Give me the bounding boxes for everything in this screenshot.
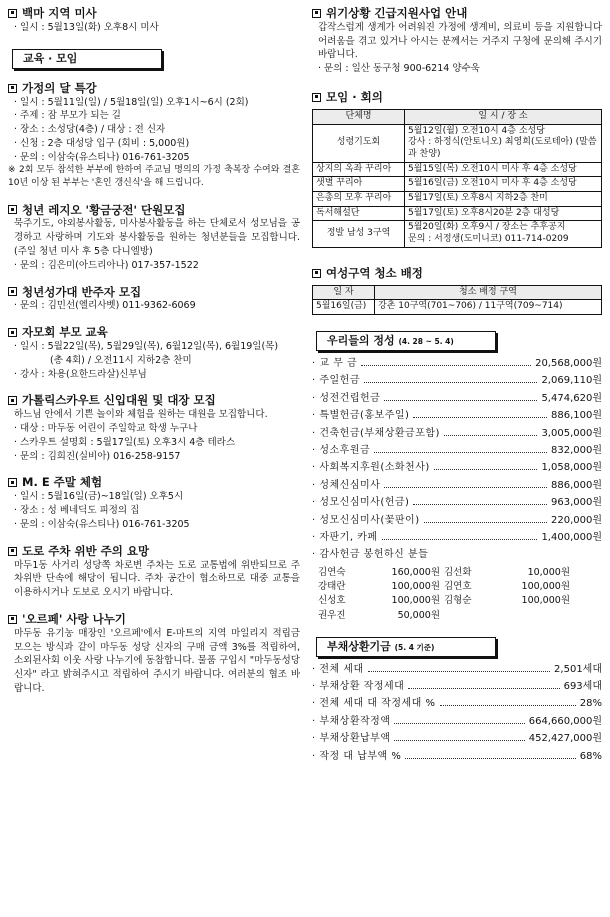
offering-list [312, 357, 602, 566]
donor-amount: 100,000원 [391, 581, 440, 592]
offering-amount: 1,058,000원 [541, 462, 602, 474]
offering-row [312, 409, 602, 426]
section-emergency [312, 6, 602, 21]
section-me-weekend [8, 475, 300, 490]
debt-value: 68% [579, 750, 602, 762]
square-bullet-icon [8, 205, 17, 214]
leader-dots [413, 497, 547, 505]
section-youth-choir [8, 285, 300, 300]
group-name: 은총의 모후 꾸리아 [313, 192, 405, 207]
section-title: 가톨릭스카우트 신입대원 및 대장 모집 [22, 393, 216, 408]
info-line: · 문의 : 일산 동구청 900-6214 양수욱 [318, 63, 480, 75]
offering-label: · 자판기, 카페 [312, 531, 378, 543]
section-title: 청년 레지오 '황금궁전' 단원모집 [22, 202, 186, 217]
section-youth-legio [8, 203, 300, 218]
note-text: ※ 2회 모두 참석한 부부에 한하여 주교님 명의의 가정 축복장 수여와 결혼 10년 이상 된 부부는 '혼인 갱신식'을 해 드립니다. [8, 165, 300, 189]
info-line: · 문의 : 김은미(아드리아나) 017-357-1522 [14, 259, 199, 271]
table-header: 단체명 [313, 109, 405, 124]
square-bullet-icon [8, 615, 17, 624]
debt-label: · 전체 세대 대 작정세대 % [312, 698, 436, 710]
schedule-detail: 5월15일(목) 오전10시 미사 후 4층 소성당 [405, 162, 602, 177]
paragraph: 마두동 유기농 매장인 '오르페'에서 E-마트의 지역 마일리지 적립금 모으는 방식과 같이 마두동 성당 신자의 구매 금액 3%를 적립하여, 소외된사회 이웃 사랑 나누기에 동참합니다. 물품 구입시 "마두동성당 신자" 라고 밝혀주시고 적립하여 주시기 바랍니다. 여러분의 협조 바랍니다. [14, 627, 300, 694]
info-line: · 문의 : 김희진(실비아) 016-258-9157 [14, 450, 181, 462]
section-title: M. E 주말 체험 [22, 475, 103, 490]
table-row [313, 124, 602, 162]
offering-row [312, 427, 602, 444]
donor-amount: 100,000원 [521, 595, 570, 607]
offering-amount: 1,400,000원 [541, 531, 602, 543]
schedule-detail: 5월17일(토) 오후8시20분 2층 대성당 [405, 206, 602, 221]
info-line: · 문의 : 이삼숙(유스티나) 016-761-3205 [14, 518, 190, 530]
leader-dots [424, 515, 547, 523]
thanks-text: · 감사헌금 봉헌하신 분들 [312, 549, 429, 561]
table-header: 일 자 [313, 285, 375, 300]
square-bullet-icon [8, 396, 17, 405]
section-scout [8, 393, 300, 408]
offering-amount: 20,568,000원 [535, 358, 602, 370]
group-name: 상지의 옥좌 꾸리아 [313, 162, 405, 177]
debt-label: · 부채상환납부액 [312, 733, 391, 745]
table-row [313, 206, 602, 221]
debt-value: 28% [579, 698, 602, 710]
donor-amount: 100,000원 [391, 595, 440, 607]
offering-label: · 성소후원금 [312, 445, 371, 457]
donor-amount: 100,000원 [521, 581, 570, 592]
debt-row [312, 697, 602, 714]
schedule-detail: 5월20일(화) 오후9시 / 장소는 추후공지 문의 : 서정생(도미니코) 011-714-0209 [405, 221, 602, 247]
section-title: 여성구역 청소 배정 [326, 265, 423, 280]
offering-amount: 2,069,110원 [541, 375, 602, 387]
offering-label: · 성모신심미사(꽃판이) [312, 514, 420, 526]
section-mass [8, 6, 300, 21]
offering-amount: 963,000원 [550, 497, 602, 509]
leader-dots [444, 428, 538, 436]
section-title: 가정의 달 특강 [22, 80, 97, 95]
leader-dots [364, 375, 537, 383]
offering-label: · 교 무 금 [312, 358, 358, 370]
offering-amount: 3,005,000원 [541, 427, 602, 439]
offering-row [312, 444, 602, 461]
leader-dots [374, 445, 547, 453]
paragraph: 하느님 안에서 기쁜 놀이와 체험을 원하는 대원을 모집합니다. [14, 409, 268, 421]
offering-row [312, 496, 602, 513]
section-title: 모임 · 회의 [326, 90, 383, 104]
leader-dots [384, 393, 537, 401]
info-line: · 신청 : 2층 대성당 입구 (회비 : 5,000원) [14, 137, 190, 149]
donor-name: 김선화 [444, 566, 472, 578]
schedule-detail: 5월16일(금) 오전10시 미사 후 4층 소성당 [405, 177, 602, 192]
debt-value: 693세대 [563, 681, 602, 693]
section-title: 자모회 부모 교육 [22, 325, 108, 340]
info-line: · 일시 : 5월22일(목), 5월29일(목), 6월12일(목), 6월19일(목) [14, 341, 279, 353]
offering-title: 우리들의 정성 [327, 334, 395, 348]
leader-dots [394, 733, 524, 741]
info-line: · 일시 : 5월11일(일) / 5월18일(일) 오후1시~6시 (2회) [14, 96, 249, 108]
info-line: · 장소 : 성 베네딕도 피정의 집 [14, 505, 140, 517]
debt-row [312, 663, 602, 680]
donor-list [312, 566, 602, 623]
donor-name: 김형순 [444, 595, 472, 607]
offering-row [312, 374, 602, 391]
offering-amount: 886,100원 [550, 410, 602, 422]
offering-label: · 건축헌금(부채상환금포함) [312, 427, 440, 439]
debt-label: · 부채상환작정액 [312, 715, 391, 727]
square-bullet-icon [312, 93, 321, 102]
thanks-label [312, 548, 602, 565]
offering-row [312, 514, 602, 531]
square-bullet-icon [8, 84, 17, 93]
section-cleaning [312, 266, 602, 281]
cleaning-table [312, 285, 602, 315]
offering-label: · 성모신심미사(헌금) [312, 497, 410, 509]
offering-period: (4. 28 ~ 5. 4) [398, 337, 454, 347]
section-parking [8, 544, 300, 559]
section-title: '오르페' 사랑 나누기 [22, 611, 126, 626]
offering-amount: 5,474,620원 [541, 392, 602, 404]
offering-row [312, 357, 602, 374]
info-line: (총 4회) / 오전11시 지하2층 찬미 [50, 354, 192, 366]
paragraph: 갑작스럽게 생계가 어려워진 가정에 생계비, 의료비 등을 지원합니다 어려움을 겪고 있거나 아시는 분께서는 거주지 구청에 문의해 주시기 바랍니다. [318, 21, 602, 61]
section-title: 도로 주차 위반 주의 요망 [22, 543, 150, 558]
offering-amount: 220,000원 [550, 514, 602, 526]
group-name: 성령기도회 [313, 124, 405, 162]
square-bullet-icon [8, 287, 17, 296]
donor-amount: 160,000원 [391, 566, 440, 578]
debt-row [312, 715, 602, 732]
section-title: 청년성가대 반주자 모집 [22, 284, 142, 299]
section-family-lecture [8, 81, 300, 96]
offering-label: · 사회복지후원(소화천사) [312, 462, 430, 474]
table-header: 청소 배정 구역 [375, 285, 602, 300]
leader-dots [408, 681, 559, 689]
leader-dots [440, 698, 576, 706]
leader-dots [361, 358, 531, 366]
square-bullet-icon [8, 9, 17, 18]
cleaning-areas: 강촌 10구역(701~706) / 11구역(709~714) [375, 300, 602, 315]
info-line: · 주제 : 잠 부모가 되는 길 [14, 110, 121, 122]
offering-label: · 특별헌금(홍보주일) [312, 410, 410, 422]
donor-name: 김연호 [444, 581, 472, 592]
donor-name: 신성호 [318, 595, 346, 607]
info-line: · 장소 : 소성당(4층) / 대상 : 전 신자 [14, 124, 166, 136]
table-row [313, 221, 602, 247]
offering-row [312, 461, 602, 478]
square-bullet-icon [312, 269, 321, 278]
leader-dots [405, 751, 575, 759]
info-line: · 문의 : 이삼숙(유스티나) 016-761-3205 [14, 151, 190, 163]
section-title: 위기상황 긴급지원사업 안내 [326, 6, 468, 20]
table-row [313, 162, 602, 177]
debt-period: (5. 4 기준) [394, 642, 435, 652]
group-name: 독서해설단 [313, 206, 405, 221]
info-line: · 문의 : 김민선(엘리사벳) 011-9362-6069 [14, 300, 196, 312]
debt-row [312, 680, 602, 697]
section-meetings [312, 90, 602, 105]
offering-label: · 성체신심미사 [312, 479, 381, 491]
square-bullet-icon [312, 9, 321, 18]
info-line: · 스카우트 설명회 : 5월17일(토) 오후3시 4층 테라스 [14, 436, 236, 448]
leader-dots [382, 532, 538, 540]
section-title: 백마 지역 미사 [22, 6, 97, 20]
debt-title-box [316, 637, 496, 657]
debt-title: 부채상환기금 [327, 639, 391, 653]
section-parent-education [8, 325, 300, 340]
debt-row [312, 732, 602, 749]
leader-dots [384, 480, 547, 488]
right-column [312, 4, 602, 767]
debt-label: · 작정 대 납부액 % [312, 750, 402, 762]
debt-value: 452,427,000원 [528, 733, 602, 745]
leader-dots [368, 664, 550, 672]
square-bullet-icon [8, 547, 17, 556]
offering-amount: 832,000원 [550, 445, 602, 457]
info-line: · 일시 : 5월13일(화) 오후8시 미사 [14, 21, 159, 33]
info-line: · 강사 : 차용(요한드라살)신부님 [14, 368, 147, 380]
schedule-detail: 5월17일(토) 오후8시 지하2층 찬미 [405, 192, 602, 207]
left-column [8, 4, 300, 696]
donor-amount: 50,000원 [397, 609, 440, 621]
debt-value: 664,660,000원 [528, 715, 602, 727]
schedule-detail: 5월12일(월) 오전10시 4층 소성당 강사 : 하정식(안토니오) 최영희(도로테아) (말씀과 찬양) [405, 124, 602, 162]
debt-value: 2,501세대 [554, 663, 602, 675]
offering-row [312, 479, 602, 496]
table-row [313, 177, 602, 192]
square-bullet-icon [8, 478, 17, 487]
cleaning-date: 5월16일(금) [313, 300, 375, 315]
square-bullet-icon [8, 328, 17, 337]
offering-row [312, 531, 602, 548]
group-name: 샛별 꾸리아 [313, 177, 405, 192]
info-line: · 대상 : 마두동 어린이 주일학교 학생 누구나 [14, 423, 198, 435]
paragraph: 마두1동 사거리 성당쪽 차로변 주차는 도로 교통법에 위반되므로 주차위반 단속에 해당이 됩니다. 주차 공간이 협소하므로 대중 교통을 이용하시거나 도보로 오시기 바랍니다. [14, 559, 300, 599]
info-line: · 일시 : 5월16일(금)~18일(일) 오후5시 [14, 491, 184, 503]
donor-name: 강태란 [318, 581, 346, 592]
leader-dots [434, 462, 538, 470]
debt-row [312, 750, 602, 767]
donor-name: 권우진 [318, 609, 346, 621]
offering-title-box [316, 331, 496, 351]
meetings-table [312, 109, 602, 248]
debt-label: · 전체 세대 [312, 663, 364, 675]
leader-dots [394, 716, 524, 724]
offering-row [312, 392, 602, 409]
paragraph: 묵주기도, 야외봉사활동, 미사봉사활동을 하는 단체로서 성모님을 공경하고 사랑하며 기도와 봉사활동을 원하는 청년분들을 모집합니다. (주일 청년 미사 후 5층 다니엘방) [14, 218, 300, 257]
donor-amount: 10,000원 [527, 566, 570, 578]
offering-amount: 886,000원 [550, 479, 602, 491]
table-row [313, 300, 602, 315]
group-name: 정발 남성 3구역 [313, 221, 405, 247]
debt-label: · 부채상환 작정세대 [312, 681, 405, 693]
offering-label: · 주일헌금 [312, 375, 360, 387]
donor-name: 김연숙 [318, 566, 346, 578]
table-header: 일 시 / 장 소 [405, 109, 602, 124]
category-box: 교육 · 모임 [12, 49, 162, 69]
leader-dots [413, 410, 547, 418]
table-row [313, 192, 602, 207]
section-orpe [8, 612, 300, 627]
offering-label: · 성전건립헌금 [312, 392, 381, 404]
debt-list [312, 663, 602, 767]
